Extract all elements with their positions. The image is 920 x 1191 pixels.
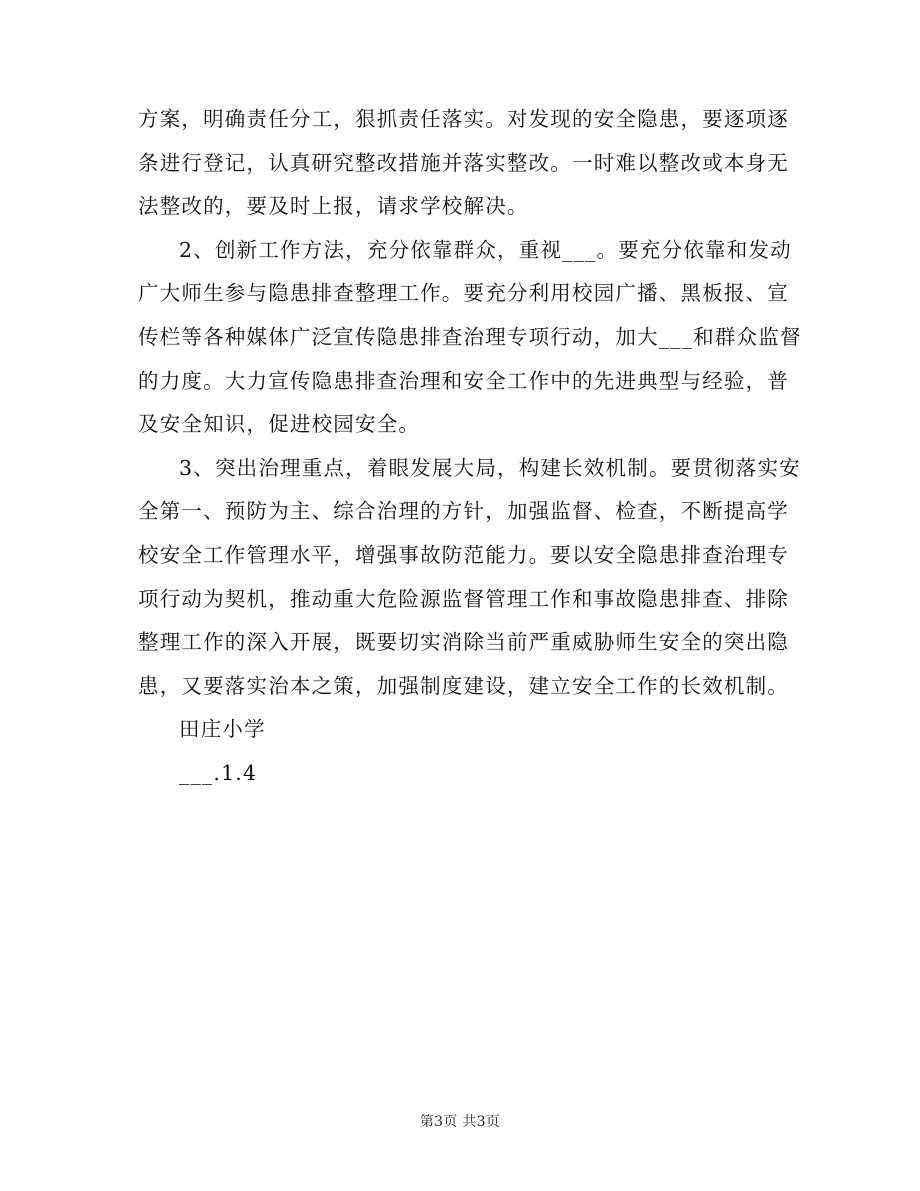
paragraph-line: 的力度。大力宣传隐患排查治理和安全工作中的先进典型与经验，普 <box>138 368 789 393</box>
paragraph-line: 全第一、预防为主、综合治理的方针，加强监督、检查，不断提高学 <box>138 499 789 524</box>
signature-organization: 田庄小学 <box>179 717 266 742</box>
paragraph-line: 方案，明确责任分工，狠抓责任落实。对发现的安全隐患，要逐项逐 <box>138 107 789 131</box>
paragraph-line: 及安全知识，促进校园安全。 <box>138 412 421 437</box>
paragraph-line: 传栏等各种媒体广泛宣传隐患排查治理专项行动，加大___和群众监督 <box>138 324 802 349</box>
document-body <box>138 98 802 796</box>
paragraph-line: 条进行登记，认真研究整改措施并落实整改。一时难以整改或本身无 <box>138 150 789 175</box>
paragraph-2 <box>138 229 802 447</box>
paragraph-line: 项行动为契机，推动重大危险源监督管理工作和事故隐患排查、排除 <box>138 586 789 611</box>
paragraph-line: 2、创新工作方法，充分依靠群众，重视___。要充分依靠和发动 <box>179 237 792 262</box>
paragraph-line: 患，又要落实治本之策，加强制度建设，建立安全工作的长效机制。 <box>138 673 789 698</box>
paragraph-line: 校安全工作管理水平，增强事故防范能力。要以安全隐患排查治理专 <box>138 542 789 567</box>
paragraph-line: 法整改的，要及时上报，请求学校解决。 <box>138 194 529 219</box>
paragraph-3 <box>138 447 801 709</box>
paragraph-1 <box>138 98 798 229</box>
signature-date: ___.1.4 <box>179 760 258 785</box>
page-number-footer: 第3页 共3页 <box>419 1114 501 1130</box>
paragraph-line: 3、突出治理重点，着眼发展大局，构建长效机制。要贯彻落实安 <box>179 455 801 480</box>
paragraph-line: 整理工作的深入开展，既要切实消除当前严重威胁师生安全的突出隐 <box>138 630 789 655</box>
paragraph-line: 广大师生参与隐患排查整理工作。要充分利用校园广播、黑板报、宣 <box>138 281 789 306</box>
